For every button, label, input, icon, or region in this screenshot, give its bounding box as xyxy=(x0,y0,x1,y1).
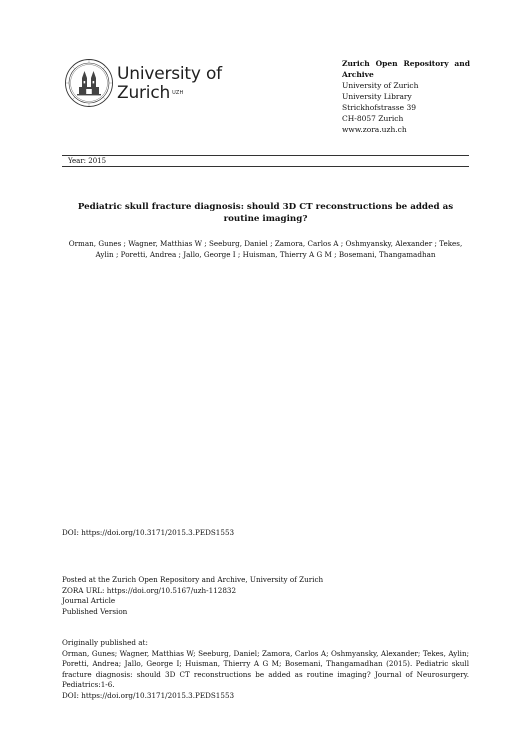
posting-line: Published Version xyxy=(62,606,128,616)
logo-zurich: Zurich xyxy=(117,83,171,103)
repository-line: CH-8057 Zurich xyxy=(342,114,404,123)
repository-line: Strickhofstrasse 39 xyxy=(342,103,416,112)
article-title: Pediatric skull fracture diagnosis: should 3D CT reconstructions be added as routine imaging? xyxy=(77,202,454,224)
logo-line-2 xyxy=(117,84,222,103)
original-label: Originally published at: xyxy=(62,638,148,647)
posting-info xyxy=(62,575,323,617)
original-citation: Orman, Gunes; Wagner, Matthias W; Seeburg, Daniel; Zamora, Carlos A; Oshmyansky, Alexander; Tekes, Aylin; Poretti, Andrea; Jallo, George I; Huisman, Thierry A G M; Bosemani, Thangamadhan (2015). Pediatric skull fracture diagnosis: should 3D CT reconstructions be added as routine imaging? Journal of Neurosurgery. Pediatrics:1-6. xyxy=(62,648,469,689)
university-seal-icon xyxy=(64,58,114,108)
posting-line: Journal Article xyxy=(62,596,116,605)
publication-year: Year: 2015 xyxy=(68,157,107,165)
original-publication xyxy=(62,638,469,701)
bottom-divider xyxy=(62,166,469,167)
repository-link[interactable]: www.zora.uzh.ch xyxy=(342,125,407,134)
top-divider xyxy=(62,155,469,156)
posting-line: Posted at the Zurich Open Repository and Archive, University of Zurich xyxy=(62,575,324,584)
repository-line: University Library xyxy=(342,92,412,101)
repository-line: University of Zurich xyxy=(342,81,419,90)
zora-url-link[interactable]: ZORA URL: https://doi.org/10.5167/uzh-112832 xyxy=(62,585,237,595)
logo-uzh-superscript: UZH xyxy=(172,90,184,96)
original-doi-link[interactable]: DOI: https://doi.org/10.3171/2015.3.PEDS1553 xyxy=(62,690,235,700)
doi-link[interactable]: DOI: https://doi.org/10.3171/2015.3.PEDS1553 xyxy=(62,528,235,537)
repository-title: Zurich Open Repository and Archive xyxy=(342,59,470,79)
logo-wordmark xyxy=(117,65,222,103)
logo-line-1: University of xyxy=(117,64,222,84)
article-authors: Orman, Gunes ; Wagner, Matthias W ; Seeburg, Daniel ; Zamora, Carlos A ; Oshmyansky, Alexander ; Tekes, Aylin ; Poretti, Andrea ; Jallo, George I ; Huisman, Thierry A G M ; Bosemani, Thangamadhan xyxy=(68,239,463,259)
repository-address xyxy=(342,58,470,135)
university-logo xyxy=(64,58,224,114)
